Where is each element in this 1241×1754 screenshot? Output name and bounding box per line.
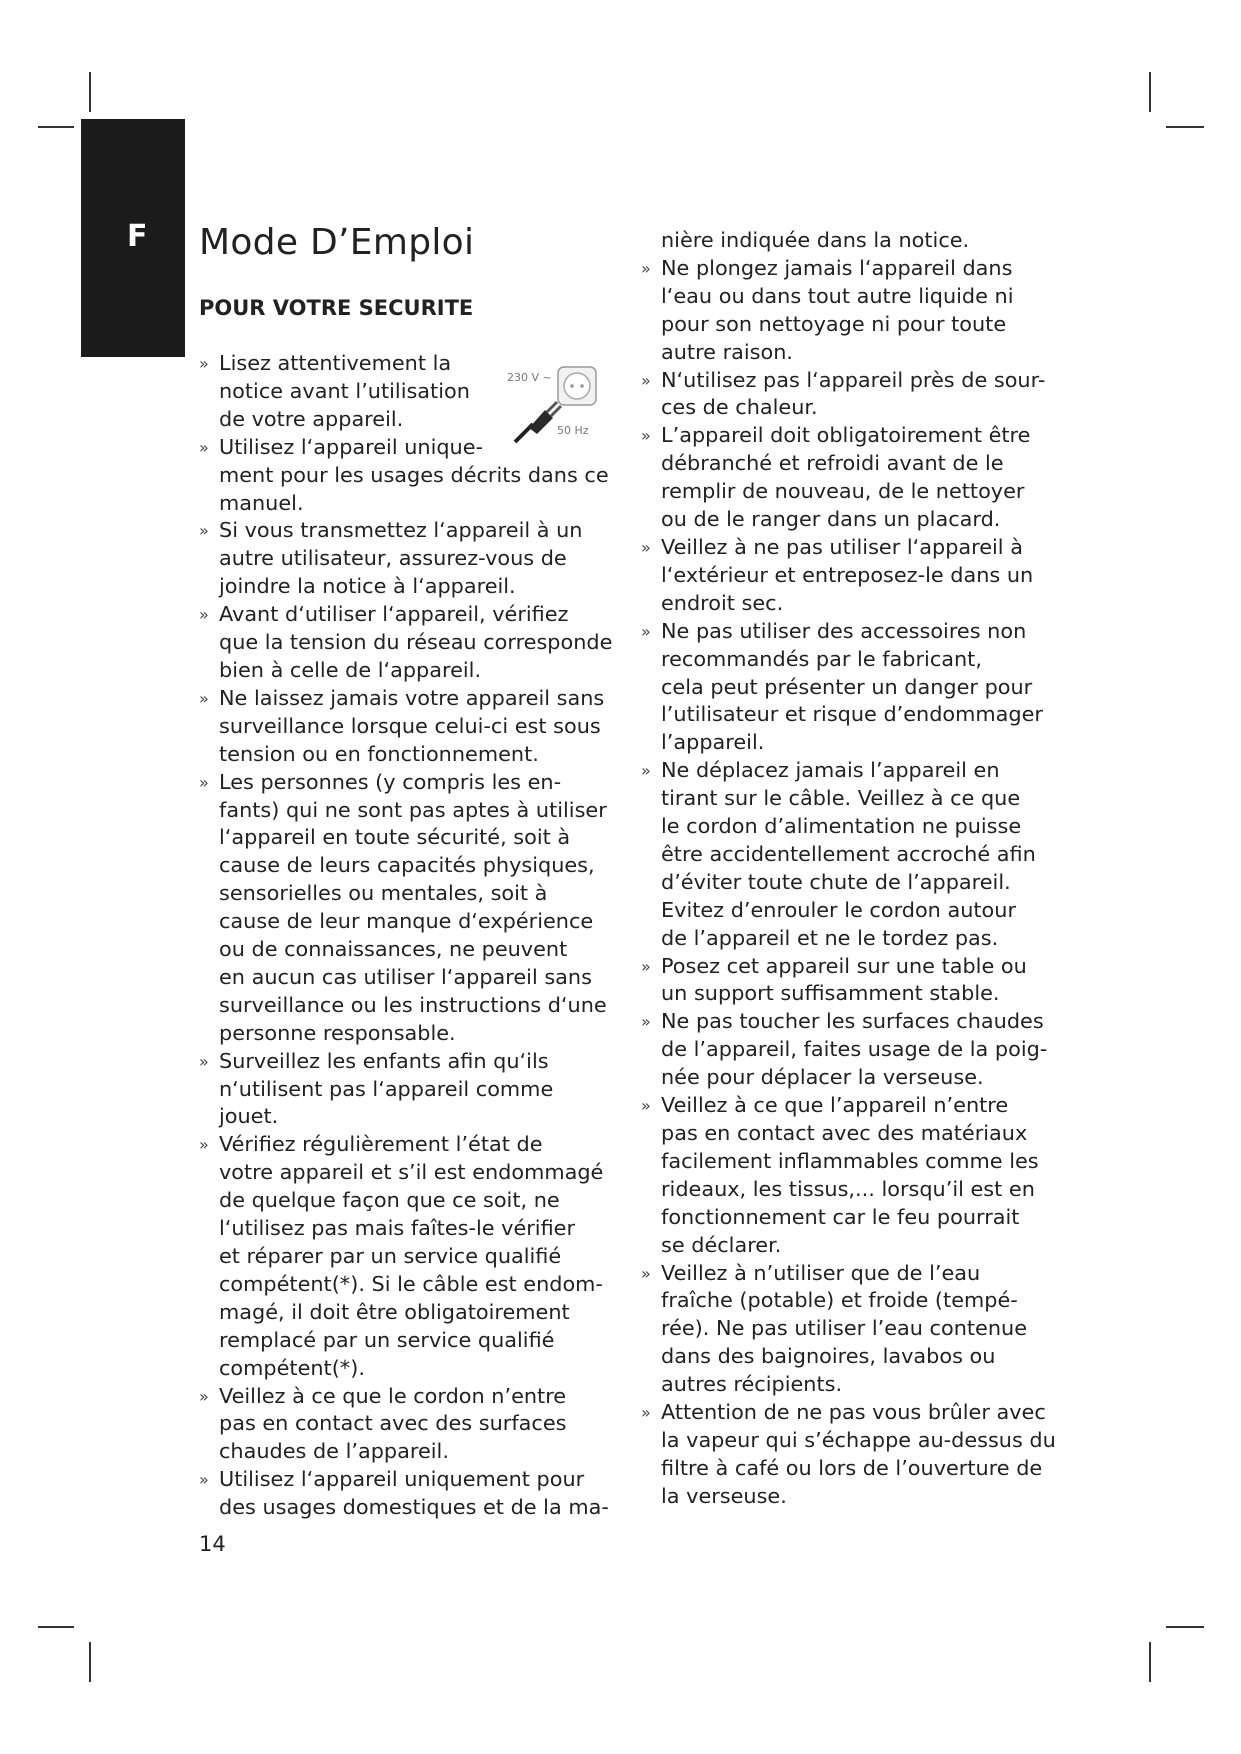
text-line: remplir de nouveau, de le nettoyer: [661, 479, 1025, 504]
safety-item: [641, 255, 1071, 367]
text-line: en aucun cas utiliser l‘appareil sans: [219, 964, 592, 989]
safety-item: [199, 601, 629, 685]
text-line: Surveillez les enfants afin qu‘ils: [219, 1048, 549, 1073]
text-line: la verseuse.: [661, 1483, 787, 1508]
safety-item: [641, 367, 1071, 423]
text-line: Ne pas toucher les surfaces chaudes: [661, 1009, 1044, 1034]
text-line: Vérifiez régulièrement l’état de: [219, 1132, 543, 1157]
text-line: Veillez à ce que l’appareil n’entre: [661, 1093, 1009, 1118]
text-line: l‘appareil en toute sécurité, soit à: [219, 825, 571, 850]
text-line: Veillez à ce que le cordon n’entre: [219, 1383, 567, 1408]
text-line: que la tension du réseau corresponde: [219, 630, 613, 655]
page-title: Mode D’Emploi: [199, 222, 475, 263]
safety-item: [199, 517, 629, 601]
crop-mark-bottom-left-v: [89, 1642, 91, 1682]
text-line: de votre appareil.: [219, 406, 404, 431]
language-tab-letter: F: [127, 219, 148, 254]
text-line: bien à celle de l‘appareil.: [219, 657, 482, 682]
text-line: pour son nettoyage ni pour toute: [661, 311, 1007, 336]
text-line: Veillez à n’utiliser que de l’eau: [661, 1260, 981, 1285]
page-number: 14: [199, 1532, 226, 1556]
text-line: tirant sur le câble. Veillez à ce que: [661, 786, 1021, 811]
text-line: le cordon d’alimentation ne puisse: [661, 814, 1022, 839]
text-line: surveillance ou les instructions d‘une: [219, 992, 607, 1017]
text-line: surveillance lorsque celui-ci est sous: [219, 713, 601, 738]
crop-mark-bottom-right-v: [1149, 1642, 1151, 1682]
bullet-marker: »: [641, 1012, 651, 1032]
text-line: manuel.: [219, 490, 304, 515]
bullet-marker: »: [641, 258, 651, 278]
text-line: Ne laissez jamais votre appareil sans: [219, 685, 605, 710]
safety-item: [641, 953, 1071, 1009]
bullet-marker: »: [199, 1386, 209, 1406]
crop-mark-top-right-h: [1166, 126, 1204, 128]
section-subtitle: POUR VOTRE SECURITE: [199, 296, 474, 320]
text-line: cause de leur manque d‘expérience: [219, 909, 594, 934]
voltage-label: 230 V ~: [507, 371, 552, 384]
bullet-marker: »: [199, 437, 209, 457]
language-tab: [81, 119, 185, 357]
bullet-marker: »: [199, 1051, 209, 1071]
text-line: ment pour les usages décrits dans ce: [219, 462, 609, 487]
text-line: l’utilisateur et risque d’endommager: [661, 702, 1043, 727]
text-line: n‘utilisent pas l‘appareil comme: [219, 1076, 554, 1101]
text-line: Avant d‘utiliser l‘appareil, vérifiez: [219, 602, 569, 627]
text-line: la vapeur qui s’échappe au-dessus du: [661, 1427, 1056, 1452]
text-line: Ne plongez jamais l‘appareil dans: [661, 255, 1013, 280]
safety-item: [199, 350, 629, 434]
safety-item: [199, 1466, 629, 1522]
bullet-marker: »: [641, 426, 651, 446]
text-line: jouet.: [219, 1104, 279, 1129]
text-line: ou de connaissances, ne peuvent: [219, 937, 568, 962]
text-line: débranché et refroidi avant de le: [661, 451, 1004, 476]
bullet-marker: »: [199, 354, 209, 373]
bullet-marker: »: [641, 621, 651, 641]
safety-item: [199, 434, 629, 518]
text-line: Utilisez l‘appareil unique-: [219, 434, 484, 459]
bullet-marker: »: [641, 1263, 651, 1283]
frequency-label: 50 Hz: [557, 424, 589, 437]
bullet-marker: »: [641, 761, 651, 781]
text-line: fraîche (potable) et froide (tempé-: [661, 1288, 1018, 1313]
safety-item: [641, 1092, 1071, 1259]
text-line: pas en contact avec des surfaces: [219, 1411, 567, 1436]
text-line: fonctionnement car le feu pourrait: [661, 1204, 1020, 1229]
crop-mark-top-left-h: [38, 126, 74, 128]
bullet-marker: »: [199, 688, 209, 708]
text-line: nière indiquée dans la notice.: [661, 228, 970, 252]
text-line: Lisez attentivement la: [219, 351, 452, 375]
continued-text: [641, 227, 1071, 255]
text-line: Les personnes (y compris les en-: [219, 769, 562, 794]
bullet-marker: »: [641, 1403, 651, 1423]
text-line: Attention de ne pas vous brûler avec: [661, 1400, 1046, 1425]
text-line: de l’appareil et ne le tordez pas.: [661, 925, 999, 950]
text-line: autres récipients.: [661, 1372, 843, 1397]
text-line: pas en contact avec des matériaux: [661, 1121, 1028, 1145]
text-line: notice avant l’utilisation: [219, 378, 470, 403]
text-line: autre raison.: [661, 339, 794, 364]
text-line: compétent(*).: [219, 1355, 365, 1380]
text-line: facilement inflammables comme les: [661, 1148, 1039, 1173]
bullet-marker: »: [199, 605, 209, 625]
bullet-marker: »: [199, 521, 209, 541]
text-line: Evitez d’enrouler le cordon autour: [661, 897, 1016, 922]
text-line: cela peut présenter un danger pour: [661, 674, 1033, 699]
bullet-marker: »: [641, 956, 651, 976]
text-line: rée). Ne pas utiliser l’eau contenue: [661, 1316, 1027, 1341]
text-line: tension ou en fonctionnement.: [219, 741, 539, 766]
bullet-marker: »: [199, 1135, 209, 1155]
text-line: Veillez à ne pas utiliser l‘appareil à: [661, 534, 1023, 559]
text-line: cause de leurs capacités physiques,: [219, 853, 595, 878]
safety-item: [199, 685, 629, 769]
text-line: l‘eau ou dans tout autre liquide ni: [661, 283, 1014, 308]
text-line: rideaux, les tissus,... lorsqu’il est en: [661, 1176, 1035, 1201]
safety-item: [199, 1131, 629, 1382]
text-line: l‘utilisez pas mais faîtes-le vérifier: [219, 1216, 576, 1241]
safety-item: [641, 1399, 1071, 1511]
text-line: être accidentellement accroché afin: [661, 841, 1036, 866]
crop-mark-bottom-right-h: [1166, 1626, 1204, 1628]
text-line: des usages domestiques et de la ma-: [219, 1495, 609, 1520]
text-line: recommandés par le fabricant,: [661, 646, 982, 671]
safety-item: [199, 1383, 629, 1467]
text-line: fants) qui ne sont pas aptes à utiliser: [219, 797, 607, 822]
text-line: autre utilisateur, assurez-vous de: [219, 546, 567, 571]
text-line: L’appareil doit obligatoirement être: [661, 423, 1031, 448]
text-line: d’éviter toute chute de l’appareil.: [661, 869, 1011, 894]
bullet-marker: »: [199, 1470, 209, 1490]
text-line: Ne déplacez jamais l’appareil en: [661, 758, 1000, 783]
text-line: dans des baignoires, lavabos ou: [661, 1344, 996, 1369]
text-line: votre appareil et s’il est endommagé: [219, 1160, 604, 1185]
safety-item: [641, 757, 1071, 952]
safety-item: [641, 422, 1071, 534]
text-line: née pour déplacer la verseuse.: [661, 1065, 984, 1090]
text-line: compétent(*). Si le câble est endom-: [219, 1271, 603, 1296]
text-line: un support suffisamment stable.: [661, 981, 1000, 1006]
text-line: joindre la notice à l‘appareil.: [219, 574, 516, 599]
crop-mark-bottom-left-h: [38, 1626, 74, 1628]
text-line: l’appareil.: [661, 730, 765, 755]
text-line: se déclarer.: [661, 1232, 782, 1257]
crop-mark-top-left-v: [89, 72, 91, 112]
safety-item: [199, 1048, 629, 1132]
text-line: sensorielles ou mentales, soit à: [219, 881, 548, 906]
text-line: l‘extérieur et entreposez-le dans un: [661, 562, 1034, 587]
text-line: Utilisez l‘appareil uniquement pour: [219, 1467, 585, 1492]
bullet-marker: »: [641, 370, 651, 390]
text-line: chaudes de l’appareil.: [219, 1439, 449, 1464]
safety-item: [641, 618, 1071, 758]
text-line: Ne pas utiliser des accessoires non: [661, 618, 1027, 643]
text-line: de l’appareil, faites usage de la poig-: [661, 1037, 1048, 1062]
text-line: personne responsable.: [219, 1020, 456, 1045]
bullet-marker: »: [641, 1096, 651, 1116]
text-line: remplacé par un service qualifié: [219, 1327, 555, 1352]
bullet-marker: »: [199, 772, 209, 792]
text-line: ces de chaleur.: [661, 395, 818, 420]
text-line: ou de le ranger dans un placard.: [661, 507, 1001, 532]
instructions-column-left: [199, 350, 629, 1522]
text-line: Si vous transmettez l‘appareil à un: [219, 518, 583, 543]
text-line: et réparer par un service qualifié: [219, 1244, 562, 1268]
bullet-marker: »: [641, 537, 651, 557]
safety-item: [199, 769, 629, 1048]
crop-mark-top-right-v: [1149, 72, 1151, 112]
text-line: magé, il doit être obligatoirement: [219, 1299, 570, 1324]
text-line: filtre à café ou lors de l’ouverture de: [661, 1455, 1043, 1480]
safety-item: [641, 534, 1071, 618]
safety-item: [641, 1260, 1071, 1400]
safety-item: [641, 1008, 1071, 1092]
text-line: Posez cet appareil sur une table ou: [661, 953, 1027, 978]
text-line: de quelque façon que ce soit, ne: [219, 1188, 560, 1213]
text-line: N‘utilisez pas l‘appareil près de sour-: [661, 367, 1046, 392]
instructions-column-right: [641, 227, 1071, 1511]
text-line: endroit sec.: [661, 590, 784, 615]
